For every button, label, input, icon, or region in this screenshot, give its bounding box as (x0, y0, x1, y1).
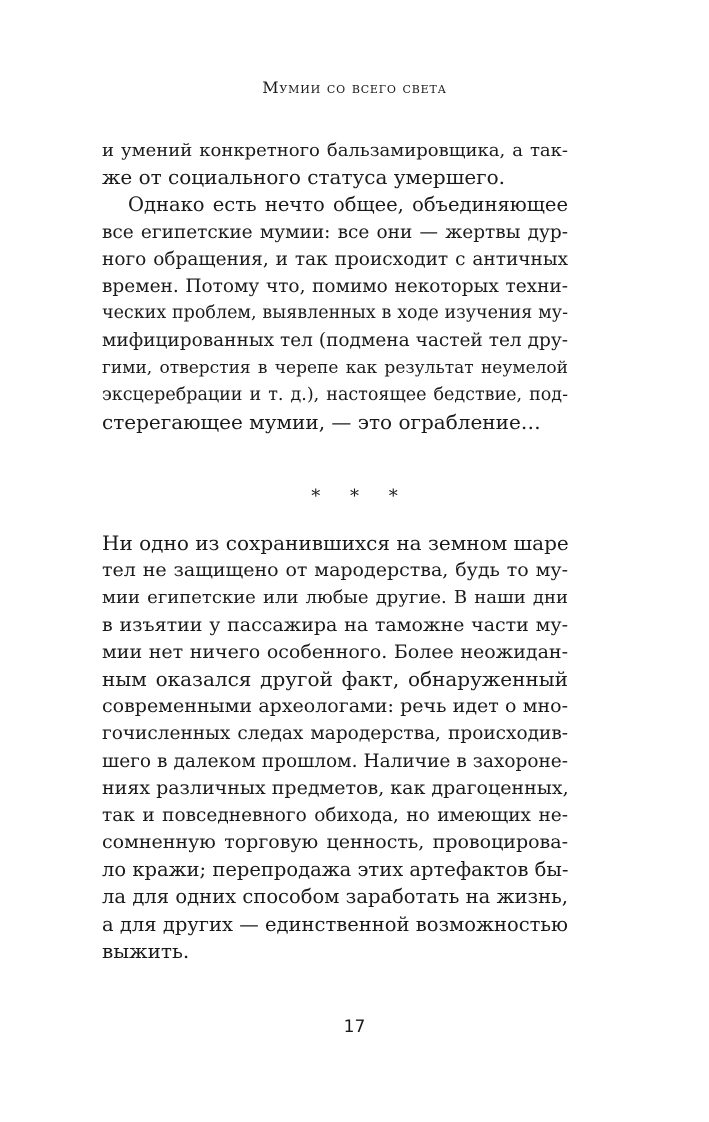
text-block-bottom (102, 530, 568, 965)
text-line: ного обращения, и так происходит с античных (102, 248, 568, 270)
paragraph (102, 137, 568, 191)
text-line: Ни одно из сохранившихся на земном шаре (102, 531, 569, 555)
text-line: шего в далеком прошлом. Наличие в захороне- (102, 750, 568, 772)
text-line: времен. Потому что, помимо некоторых техни- (102, 275, 568, 297)
text-line: же от социального статуса умершего. (102, 165, 506, 190)
text-line: мии египетские или любые другие. В наши дни (102, 587, 568, 609)
text-line: сомненную торговую ценность, провоцирова- (102, 831, 568, 854)
text-line: так и повседневного обихода, но имеющих не- (102, 804, 568, 826)
text-line: современными археологами: речь идет о мно- (102, 695, 568, 718)
text-line: мифицированных тел (подмена частей тел дру- (102, 330, 568, 352)
text-line: выжить. (102, 938, 190, 963)
text-line: ниях различных предметов, как драгоценных, (102, 776, 569, 799)
page-number: 17 (343, 1017, 366, 1037)
paragraph (102, 191, 568, 436)
text-line: эксцеребрации и т. д.), настоящее бедствие, под- (102, 384, 568, 405)
text-line: ческих проблем, выявленных в ходе изучения му- (102, 303, 568, 324)
text-line: ла для одних способом заработать на жизнь, (102, 885, 568, 909)
paragraph (102, 530, 568, 965)
text-line: тел не защищено от мародерства, будь то му- (102, 559, 568, 582)
section-break: * * * (311, 486, 410, 507)
running-head: Мумии со всего света (262, 78, 447, 97)
text-line: гими, отверстия в черепе как результат неумелой (102, 357, 568, 378)
text-line: ным оказался другой факт, обнаруженный (102, 666, 568, 691)
text-block-top (102, 137, 568, 436)
text-line: стерегающее мумии, — это ограбление… (102, 409, 541, 434)
text-line: в изъятии у пассажира на таможне части му- (102, 613, 568, 636)
text-line: и умений конкретного бальзамировщика, а так- (102, 140, 568, 161)
text-line: Однако есть нечто общее, объединяющее (128, 193, 568, 217)
text-line: все египетские мумии: все они — жертвы дур- (102, 221, 568, 243)
text-line: гочисленных следах мародерства, происходив- (102, 723, 568, 745)
text-line: ло кражи; перепродажа этих артефактов бы- (102, 858, 569, 882)
text-line: а для других — единственной возможностью (102, 912, 568, 936)
text-line: мии нет ничего особенного. Более неожидан- (102, 640, 568, 663)
